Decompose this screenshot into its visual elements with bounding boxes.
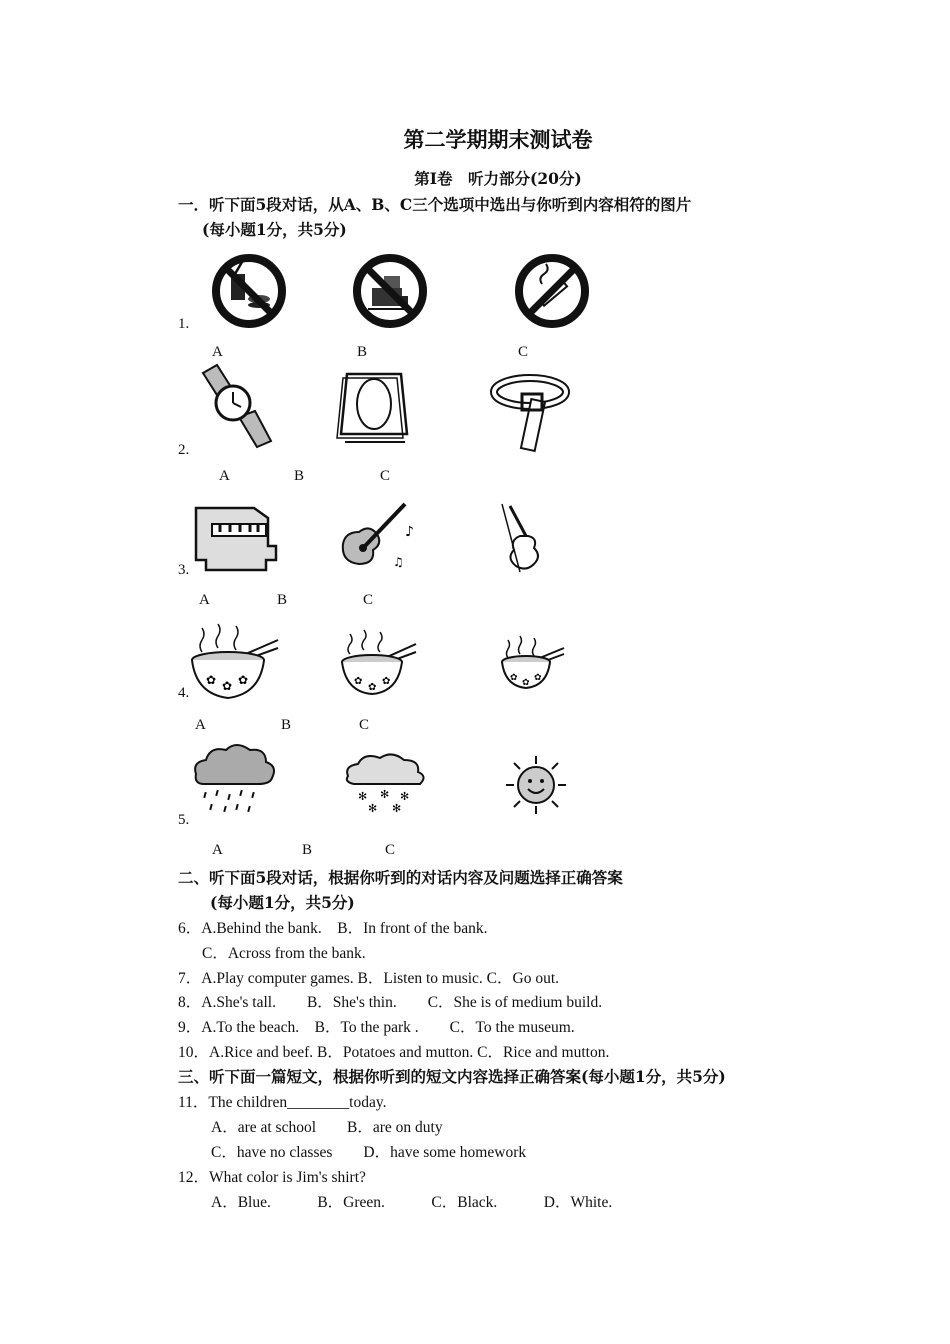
- section1-scoring: (每小题1分，共5分): [202, 220, 347, 239]
- question-line: C．have no classes D．have some homework: [211, 1144, 527, 1161]
- section2-heading: 二、听下面5段对话，根据你听到的对话内容及问题选择正确答案: [178, 868, 623, 887]
- svg-text:✻: ✻: [400, 790, 410, 803]
- svg-text:✿: ✿: [534, 673, 542, 683]
- svg-text:✿: ✿: [238, 673, 249, 687]
- option-label: A: [195, 717, 206, 733]
- question-line: 11．The children________today.: [178, 1094, 387, 1111]
- belt-icon: [490, 370, 570, 458]
- svg-text:✻: ✻: [358, 790, 368, 803]
- question-number: 1.: [178, 316, 190, 332]
- question-line: C．Across from the bank.: [202, 945, 366, 962]
- section1-heading: 一．听下面5段对话，从A、B、C三个选项中选出与你听到内容相符的图片: [178, 195, 692, 214]
- option-label: C: [359, 717, 370, 733]
- svg-text:♫: ♫: [393, 555, 404, 569]
- svg-text:♪: ♪: [405, 524, 414, 540]
- no-food-drink-icon: [209, 252, 289, 330]
- question-line: 9．A.To the beach. B．To the park . C．To the museum.: [178, 1019, 575, 1036]
- option-label: B: [281, 717, 292, 733]
- question-line: 7．A.Play computer games. B．Listen to music. C．Go out.: [178, 970, 560, 987]
- option-label: B: [294, 468, 305, 484]
- svg-text:✻: ✻: [368, 802, 378, 815]
- option-label: B: [277, 592, 288, 608]
- question-number: 5.: [178, 812, 190, 828]
- option-label: A: [212, 842, 223, 858]
- question-line: 8．A.She's tall. B．She's thin. C．She is of medium build.: [178, 994, 603, 1011]
- option-label: A: [212, 344, 223, 360]
- question-line: A．are at school B．are on duty: [211, 1119, 443, 1136]
- no-luggage-icon: [350, 252, 430, 330]
- large-noodle-bowl-icon: [188, 620, 280, 702]
- small-noodle-bowl-icon: [498, 634, 568, 696]
- svg-text:✿: ✿: [222, 679, 233, 693]
- no-smoking-icon: [512, 252, 592, 330]
- svg-text:✿: ✿: [510, 673, 518, 683]
- question-number: 4.: [178, 685, 190, 701]
- svg-text:✻: ✻: [392, 802, 402, 815]
- option-label: A: [219, 468, 230, 484]
- page-title: 第二学期期末测试卷: [403, 127, 593, 152]
- section3-heading: 三、听下面一篇短文，根据你听到的短文内容选择正确答案(每小题1分，共5分): [178, 1067, 726, 1086]
- question-line: 12．What color is Jim's shirt?: [178, 1169, 366, 1186]
- option-label: B: [302, 842, 313, 858]
- section2-scoring: (每小题1分，共5分): [210, 893, 355, 912]
- guitar-icon: [337, 496, 423, 574]
- option-label: C: [385, 842, 396, 858]
- option-label: C: [380, 468, 391, 484]
- question-number: 2.: [178, 442, 190, 458]
- medium-noodle-bowl-icon: [338, 628, 418, 700]
- svg-text:✿: ✿: [206, 673, 217, 687]
- wristwatch-icon: [195, 365, 275, 450]
- question-line: 6．A.Behind the bank. B．In front of the bank.: [178, 920, 488, 937]
- piano-icon: [192, 500, 282, 578]
- page-subtitle: 第Ⅰ卷 听力部分(20分): [414, 169, 582, 188]
- option-label: B: [357, 344, 368, 360]
- violin-icon: [494, 500, 554, 576]
- option-label: C: [363, 592, 374, 608]
- svg-text:✻: ✻: [380, 788, 390, 801]
- svg-text:✿: ✿: [354, 676, 363, 687]
- snow-cloud-icon: [342, 752, 432, 814]
- mirror-icon: [337, 370, 409, 444]
- question-line: 10．A.Rice and beef. B．Potatoes and mutton. C．Rice and mutton.: [178, 1044, 610, 1061]
- rain-cloud-icon: [190, 744, 280, 816]
- sun-icon: [504, 754, 568, 816]
- option-label: A: [199, 592, 210, 608]
- question-line: A．Blue. B．Green. C．Black. D．White.: [211, 1194, 613, 1211]
- question-number: 3.: [178, 562, 190, 578]
- svg-text:✿: ✿: [382, 676, 391, 687]
- option-label: C: [518, 344, 529, 360]
- svg-text:✿: ✿: [368, 682, 377, 693]
- svg-text:✿: ✿: [522, 678, 530, 688]
